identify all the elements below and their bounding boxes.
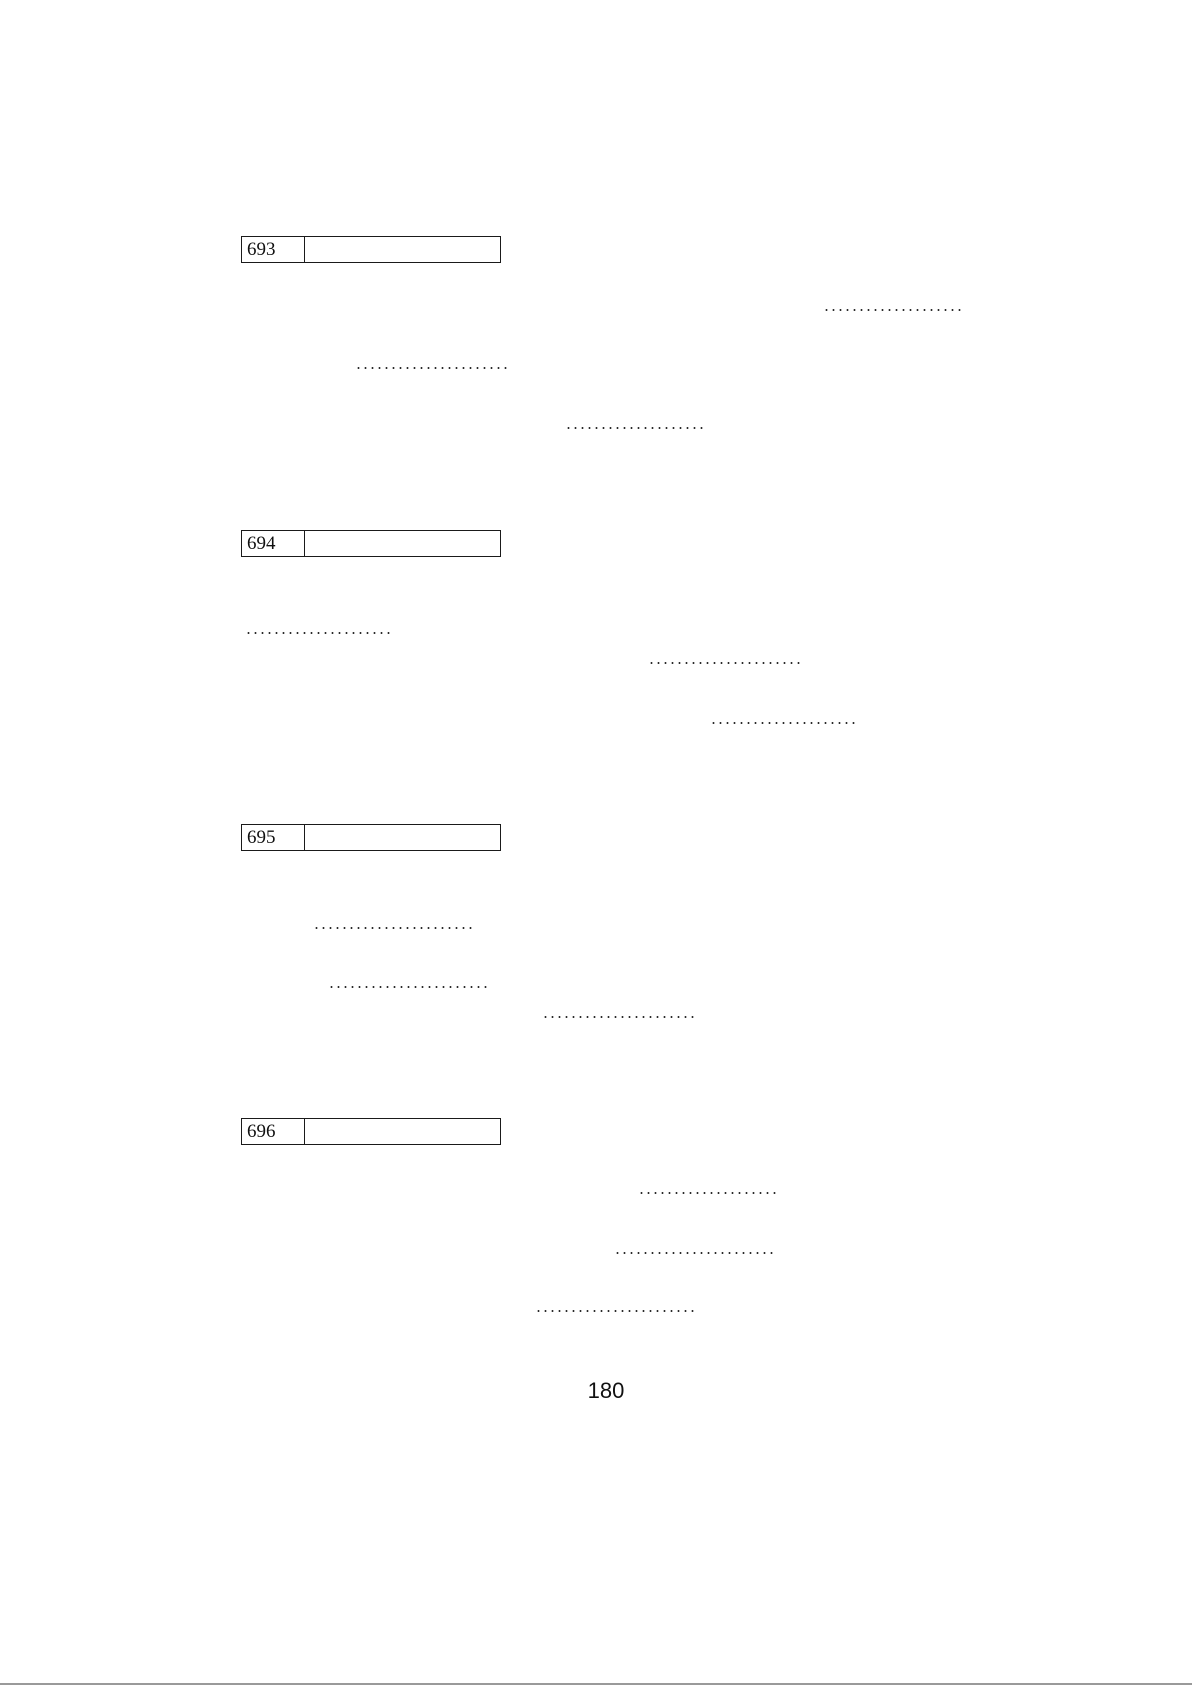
question-696-box bbox=[241, 1118, 501, 1145]
fill-in-blank[interactable] bbox=[638, 1192, 776, 1194]
question-number: 696 bbox=[242, 1119, 305, 1144]
question-695-box bbox=[241, 824, 501, 851]
answer-field[interactable] bbox=[305, 237, 500, 262]
question-694-box bbox=[241, 530, 501, 557]
fill-in-blank[interactable] bbox=[535, 1310, 698, 1312]
fill-in-blank[interactable] bbox=[245, 632, 390, 634]
fill-in-blank[interactable] bbox=[710, 722, 858, 724]
question-number: 694 bbox=[242, 531, 305, 556]
fill-in-blank[interactable] bbox=[542, 1016, 694, 1018]
fill-in-blank[interactable] bbox=[355, 367, 507, 369]
answer-field[interactable] bbox=[305, 1119, 500, 1144]
answer-field[interactable] bbox=[305, 825, 500, 850]
question-number: 695 bbox=[242, 825, 305, 850]
answer-field[interactable] bbox=[305, 531, 500, 556]
fill-in-blank[interactable] bbox=[648, 662, 803, 664]
fill-in-blank[interactable] bbox=[614, 1252, 774, 1254]
question-693-box bbox=[241, 236, 501, 263]
fill-in-blank[interactable] bbox=[565, 427, 705, 429]
fill-in-blank[interactable] bbox=[313, 927, 473, 929]
fill-in-blank[interactable] bbox=[328, 986, 488, 988]
page-number: 180 bbox=[587, 1378, 625, 1403]
question-number: 693 bbox=[242, 237, 305, 262]
fill-in-blank[interactable] bbox=[823, 309, 963, 311]
